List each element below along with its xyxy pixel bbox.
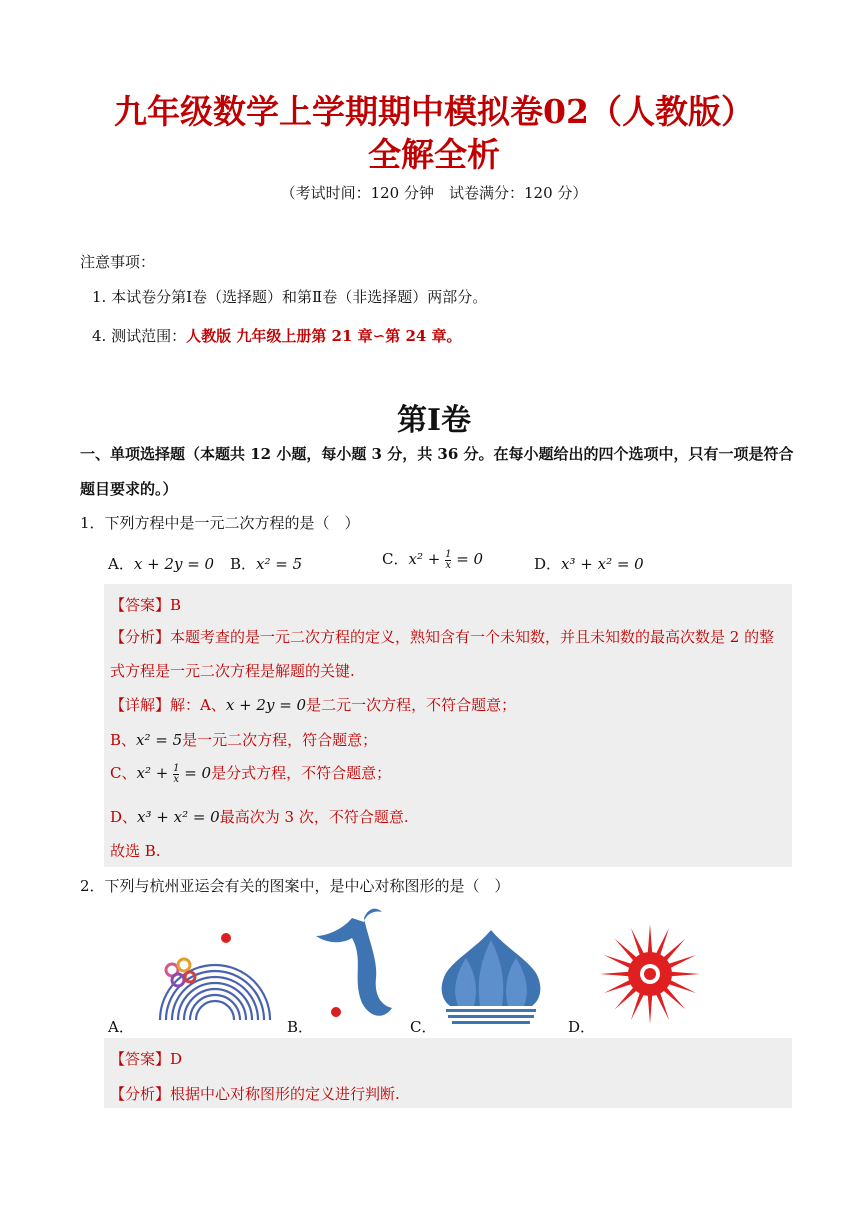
q1-option-a-label: A． <box>108 555 134 573</box>
q1-option-b <box>230 553 302 574</box>
q1-answer: 【答案】B <box>110 596 182 614</box>
q1-detail-d-math: x³ + x² = 0 <box>137 808 220 826</box>
notes-item-4 <box>92 326 462 346</box>
notes-item-4-prefix: 测试范围： <box>111 327 187 345</box>
q2-option-c-label: C． <box>410 1018 437 1036</box>
q1-option-b-label: B． <box>230 555 257 573</box>
page-title: 九年级数学上学期期中模拟卷02（人教版） <box>114 92 754 131</box>
q1-detail-b-math: x² = 5 <box>136 731 183 749</box>
q1-detail-a-math: x + 2y = 0 <box>225 696 307 714</box>
q1-answer-box <box>104 584 792 867</box>
q1-detail-d-prefix: D、 <box>110 808 138 826</box>
part-heading-line2: 题目要求的。） <box>80 480 178 498</box>
q2-stem: 2．下列与杭州亚运会有关的图案中，是中心对称图形的是（ ） <box>80 877 510 895</box>
q1-detail-c-frac-num: 1 <box>173 762 180 774</box>
q1-conclusion: 故选 B. <box>110 842 161 860</box>
q1-option-c-label: C． <box>382 550 409 568</box>
exam-info: （考试时间：120 分钟 试卷满分：120 分） <box>280 184 588 202</box>
q1-detail-d-text: 最高次为 3 次，不符合题意. <box>219 808 409 826</box>
q1-option-d-math: x³ + x² = 0 <box>561 555 644 573</box>
q1-detail-c-frac-den: x <box>173 773 180 785</box>
notes-item-4-scope: 人教版 九年级上册第 21 章∽第 24 章。 <box>186 327 462 345</box>
sun-ray <box>648 924 653 956</box>
notes-item-1-num: 1. <box>92 288 107 306</box>
notes-item-1-text: 本试卷分第Ⅰ卷（选择题）和第Ⅱ卷（非选择题）两部分。 <box>111 288 488 306</box>
notes-item-4-num: 4. <box>92 327 107 345</box>
q1-detail-b <box>110 729 377 750</box>
q1-analysis-line1: 【分析】本题考查的是一元二次方程的定义，熟知含有一个未知数，并且未知数的最高次数是 2 的整 <box>110 628 775 646</box>
q1-option-c-math-pre: x² + <box>408 550 446 568</box>
sun-ray <box>668 972 700 977</box>
sun-ray <box>600 972 632 977</box>
q1-detail-b-text: 是一元二次方程，符合题意； <box>182 731 378 749</box>
q2-figure-a-arcs <box>150 925 275 1025</box>
q1-option-d <box>534 553 644 574</box>
q2-option-b-label: B． <box>287 1018 314 1036</box>
notes-heading: 注意事项： <box>80 253 156 271</box>
q1-option-a-math: x + 2y = 0 <box>133 555 215 573</box>
notes-item-1 <box>92 287 487 307</box>
q1-option-a <box>108 553 214 574</box>
part-heading-line1: 一、单项选择题（本题共 12 小题，每小题 3 分，共 36 分。在每小题给出的四个选项中，只有一项是符合 <box>80 445 794 463</box>
q2-answer-box <box>104 1038 792 1108</box>
section-title: 第Ⅰ卷 <box>396 403 472 438</box>
q2-figure-c-lotus <box>436 928 546 1028</box>
q2-analysis: 【分析】根据中心对称图形的定义进行判断. <box>110 1085 400 1103</box>
q1-detail-c-prefix: C、 <box>110 764 137 782</box>
q1-option-c <box>382 548 483 571</box>
q2-answer: 【答案】D <box>110 1050 183 1068</box>
q1-option-c-frac-num: 1 <box>445 548 452 560</box>
q1-option-c-frac-den: x <box>445 559 452 571</box>
q1-detail-prefix: 【详解】解：A、 <box>110 696 226 714</box>
q2-option-d-label: D． <box>568 1018 596 1036</box>
q1-detail-b-prefix: B、 <box>110 731 137 749</box>
q1-option-d-label: D． <box>534 555 562 573</box>
q1-analysis-line2: 式方程是一元二次方程是解题的关键. <box>110 662 355 680</box>
q1-detail-a <box>110 694 516 715</box>
q1-detail-d <box>110 806 409 827</box>
q1-option-b-math: x² = 5 <box>256 555 303 573</box>
q1-stem: 1．下列方程中是一元二次方程的是（ ） <box>80 514 360 532</box>
q2-figure-d-sun <box>598 922 702 1026</box>
q1-detail-c <box>110 762 391 785</box>
q2-figure-b-whale <box>312 908 402 1026</box>
q1-option-c-math-post: = 0 <box>451 550 484 568</box>
sun-ray <box>648 992 653 1024</box>
q1-detail-c-math-post: = 0 <box>179 764 212 782</box>
page-subtitle: 全解全析 <box>368 135 500 174</box>
q1-detail-c-text: 是分式方程，不符合题意； <box>211 764 392 782</box>
q1-detail-c-math-pre: x² + <box>136 764 174 782</box>
q2-option-a-label: A． <box>108 1018 134 1036</box>
q1-detail-a-text: 是二元一次方程，不符合题意； <box>306 696 517 714</box>
